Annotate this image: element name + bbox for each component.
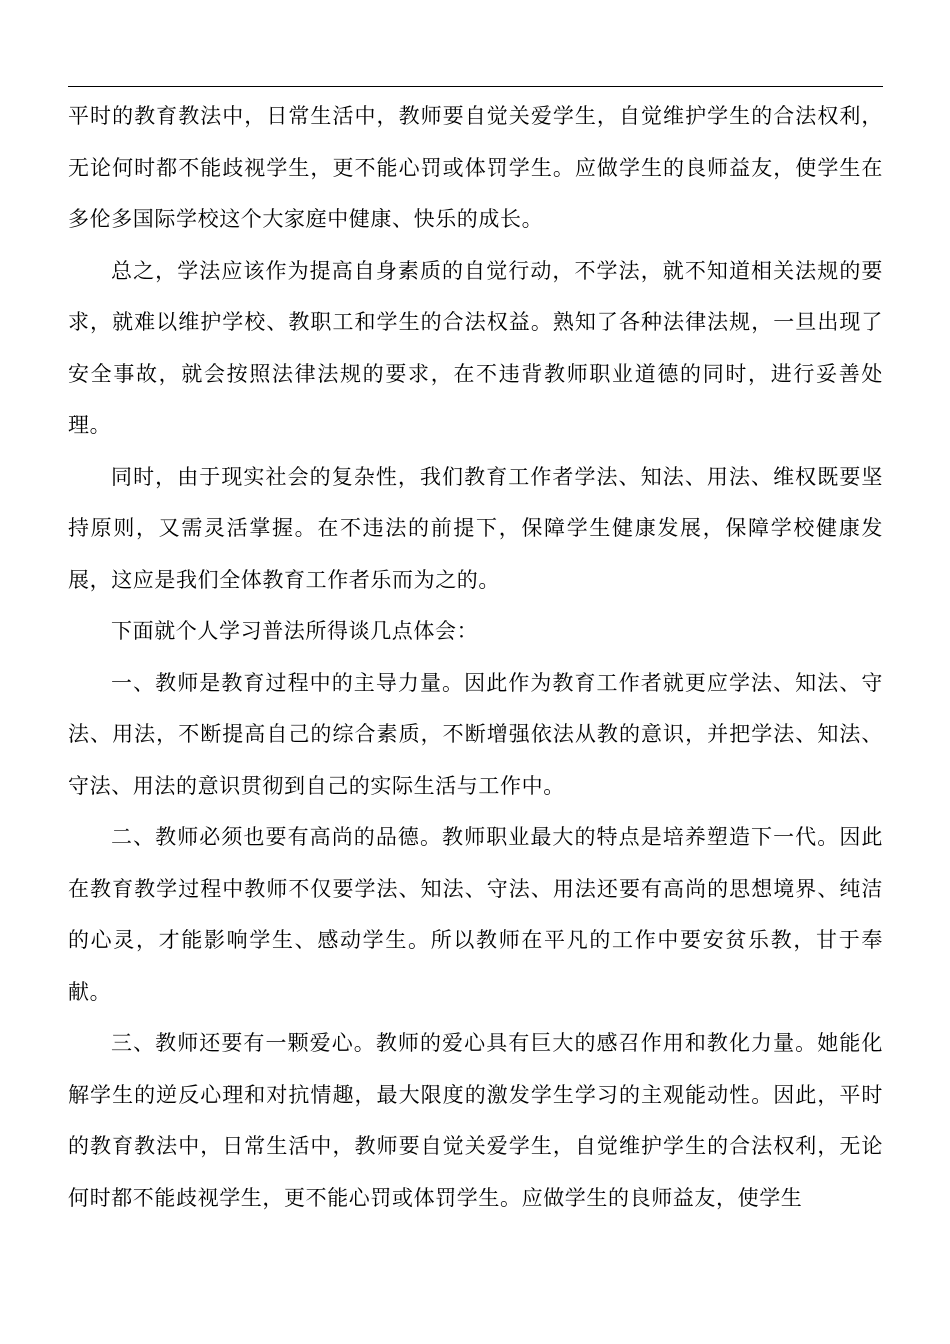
paragraph-conclusion: 总之，学法应该作为提高自身素质的自觉行动，不学法，就不知道相关法规的要求，就难以维护学校、教职工和学生的合法权益。熟知了各种法律法规，一旦出现了安全事故，就会按照法律法规的要求，在不违背教师职业道德的同时，进行妥善处理。 [68,258,883,437]
paragraph-continued: 平时的教育教法中，日常生活中，教师要自觉关爱学生，自觉维护学生的合法权利，无论何时都不能歧视学生，更不能心罚或体罚学生。应做学生的良师益友，使学生在多伦多国际学校这个大家庭中健康、快乐的成长。 [68,104,883,231]
header-rule [68,86,883,87]
paragraph-point-two: 二、教师必须也要有高尚的品德。教师职业最大的特点是培养塑造下一代。因此在教育教学过程中教师不仅要学法、知法、守法、用法还要有高尚的思想境界、纯洁的心灵，才能影响学生、感动学生。所以教师在平凡的工作中要安贫乐教，甘于奉献。 [68,825,883,1004]
document-body [68,91,883,1224]
paragraph-intro-points: 下面就个人学习普法所得谈几点体会： [111,619,479,643]
paragraph-point-three: 三、教师还要有一颗爱心。教师的爱心具有巨大的感召作用和教化力量。她能化解学生的逆反心理和对抗情趣，最大限度的激发学生学习的主观能动性。因此，平时的教育教法中，日常生活中，教师要自觉关爱学生，自觉维护学生的合法权利，无论何时都不能歧视学生，更不能心罚或体罚学生。应做学生的良师益友，使学生 [68,1031,883,1210]
paragraph-point-one: 一、教师是教育过程中的主导力量。因此作为教育工作者就更应学法、知法、守法、用法，不断提高自己的综合素质，不断增强依法从教的意识，并把学法、知法、守法、用法的意识贯彻到自己的实际生活与工作中。 [68,670,883,798]
paragraph-meanwhile: 同时，由于现实社会的复杂性，我们教育工作者学法、知法、用法、维权既要坚持原则，又需灵活掌握。在不违法的前提下，保障学生健康发展，保障学校健康发展，这应是我们全体教育工作者乐而为之的。 [68,464,883,592]
document-page [68,0,883,1344]
